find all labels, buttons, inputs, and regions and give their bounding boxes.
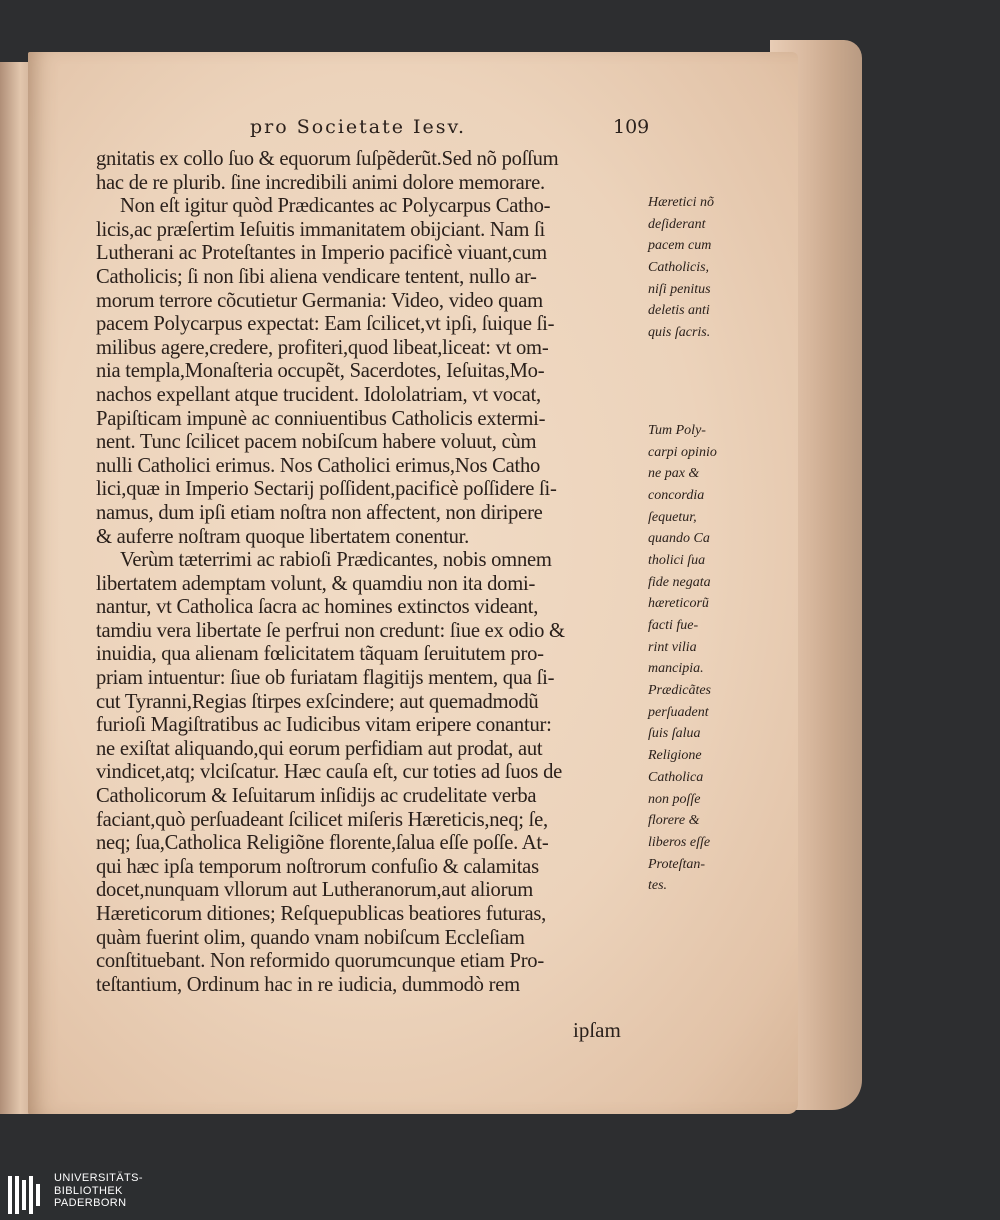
margin-note-line: tes. — [648, 878, 668, 894]
text-line: & auferre noſtram quoque libertatem conentur. — [96, 525, 470, 548]
margin-note-line: florere & — [648, 813, 700, 829]
logo-line-1: UNIVERSITÄTS- — [54, 1172, 143, 1184]
margin-note-line: deſiderant — [648, 216, 706, 232]
text-line: licis,ac præſertim Ieſuitis immanitatem obijciant. Nam ſi — [96, 218, 545, 241]
margin-note-line: facti fue- — [648, 618, 699, 633]
text-line: libertatem ademptam volunt, & quamdiu non ita domi- — [96, 572, 536, 595]
margin-note-line: Proteſtan- — [648, 856, 706, 872]
margin-note-line: fide negata — [648, 574, 711, 590]
text-line: hac de re plurib. ſine incredibili animi dolore memorare. — [96, 171, 545, 194]
text-line: milibus agere,credere, profiteri,quod libeat,liceat: vt om- — [96, 336, 549, 359]
text-line: cut Tyranni,Regias ſtirpes exſcindere; aut quemadmodũ — [96, 690, 539, 713]
page-number: 109 — [613, 116, 650, 138]
text-line: neq; ſua,Catholica Religiõne florente,ſalua eſſe poſſe. At- — [96, 832, 549, 855]
text-line: Papiſticam impunè ac conniuentibus Catholicis extermi- — [96, 407, 546, 430]
margin-note-line: Tum Poly- — [648, 422, 706, 438]
text-line: nulli Catholici erimus. Nos Catholici erimus,Nos Catho — [96, 454, 541, 477]
margin-notes — [648, 192, 758, 897]
margin-note-line: mancipia. — [648, 661, 704, 677]
margin-note-line: niſi penitus — [648, 281, 711, 297]
text-line: nia templa,Monaſteria occupẽt, Sacerdotes, Ieſuitas,Mo- — [96, 360, 545, 383]
margin-note-line: rint vilia — [648, 639, 697, 655]
text-line: Catholicis; ſi non ſibi aliena vendicare tentent, nullo ar- — [96, 265, 537, 288]
running-head: pro Societate Iesv. — [250, 116, 467, 138]
margin-note-group-2 — [648, 420, 758, 897]
text-line: namus, dum ipſi etiam noſtra non affectent, non diripere — [96, 501, 543, 524]
library-bars-logo-icon — [6, 1174, 46, 1216]
margin-note-line: ne pax & — [648, 466, 700, 482]
text-line: gnitatis ex collo ſuo & equorum ſuſpẽderũt.Sed nõ poſſum — [96, 148, 559, 170]
text-line: docet,nunquam vllorum aut Lutheranorum,aut aliorum — [96, 879, 534, 902]
margin-note-line: Prædicãtes — [648, 683, 711, 699]
text-line: nantur, vt Catholica ſacra ac homines extinctos videant, — [96, 596, 539, 619]
text-line: priam intuentur: ſiue ob furiatam flagitijs mentem, qua ſi- — [96, 667, 555, 690]
text-line: quàm fuerint olim, quando vnam nobiſcum Eccleſiam — [96, 926, 525, 949]
text-line: morum terrore cõcutietur Germania: Video, video quam — [96, 289, 543, 312]
margin-note-line: concordia — [648, 487, 705, 503]
text-line: tamdiu vera libertate ſe perfrui non credunt: ſiue ex odio & — [96, 619, 565, 642]
margin-note-line: liberos eſſe — [648, 834, 711, 850]
margin-note-line: perſuadent — [648, 704, 709, 720]
margin-note-line: non poſſe — [648, 791, 701, 807]
margin-note-line: ſequetur, — [648, 509, 697, 525]
margin-note-line: tholici ſua — [648, 552, 706, 568]
text-line: vindicet,atq; vlciſcatur. Hæc cauſa eſt, cur toties ad ſuos de — [96, 761, 563, 784]
margin-note-line: Catholica — [648, 769, 704, 785]
margin-note-line: pacem cum — [648, 238, 712, 254]
text-line: nachos expellant atque trucident. Idololatriam, vt vocat, — [96, 383, 541, 406]
text-line: Hæreticorum ditiones; Reſquepublicas beatiores futuras, — [96, 903, 547, 925]
margin-note-line: Catholicis, — [648, 260, 710, 276]
logo-line-3: PADERBORN — [54, 1197, 127, 1209]
margin-note-line: carpi opinio — [648, 444, 717, 460]
catchword: ipſam — [573, 1018, 621, 1042]
text-line: conſtituebant. Non reformido quorumcunque etiam Pro- — [96, 950, 544, 973]
margin-note-line: deletis anti — [648, 303, 710, 319]
text-line: pacem Polycarpus expectat: Eam ſcilicet,vt ipſi, ſuique ſi- — [96, 313, 555, 336]
margin-note-line: Religione — [648, 748, 702, 764]
library-logo-text — [54, 1172, 254, 1210]
margin-note-line: quis ſacris. — [648, 325, 711, 341]
text-line: nent. Tunc ſcilicet pacem nobiſcum habere voluut, cùm — [96, 431, 537, 454]
margin-note-line: Hæretici nõ — [648, 195, 714, 210]
body-text — [96, 148, 656, 997]
logo-line-2: BIBLIOTHEK — [54, 1184, 123, 1197]
text-line: Lutherani ac Proteſtantes in Imperio pacificè viuant,cum — [96, 242, 547, 265]
text-line: lici,quæ in Imperio Sectarij poſſident,pacificè poſſidere ſi- — [96, 478, 557, 501]
margin-note-line: hæreticorũ — [648, 596, 709, 612]
text-line: ne exiſtat aliquando,qui eorum perfidiam aut prodat, aut — [96, 737, 543, 760]
text-line: teſtantium, Ordinum hac in re iudicia, dummodò rem — [96, 973, 520, 996]
text-line: qui hæc ipſa temporum noſtrorum confuſio & calamitas — [96, 855, 539, 878]
margin-note-line: quando Ca — [648, 531, 710, 547]
text-line: inuidia, qua alienam fœlicitatem tãquam ſeruitutem pro- — [96, 643, 544, 666]
margin-note-group-1 — [648, 192, 758, 344]
text-line: Catholicorum & Ieſuitarum inſidijs ac crudelitate verba — [96, 785, 537, 808]
text-line: Non eſt igitur quòd Prædicantes ac Polycarpus Catho- — [120, 195, 551, 218]
text-line: faciant,quò perſuadeant ſcilicet miſeris Hæreticis,neq; ſe, — [96, 808, 548, 831]
margin-note-line: ſuis ſalua — [648, 726, 701, 742]
text-line: Verùm tæterrimi ac rabioſi Prædicantes, nobis omnem — [120, 549, 552, 572]
text-line: furioſi Magiſtratibus ac Iudicibus vitam eripere conantur: — [96, 714, 552, 737]
